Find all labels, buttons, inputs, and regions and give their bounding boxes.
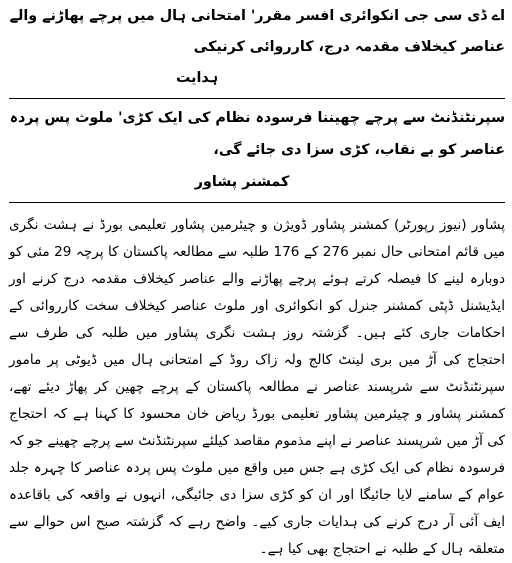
headline <box>9 1 505 94</box>
subheadline-line-2: کمشنر پشاور <box>194 174 290 190</box>
headline-line-2: ہدایت <box>175 70 219 86</box>
subheadline-divider <box>9 202 505 203</box>
headline-divider <box>9 98 505 99</box>
news-article <box>0 1 512 563</box>
article-body: پشاور (نیوز رپورٹر) کمشنر پشاور ڈویژن و چیئرمین پشاور تعلیمی بورڈ نے ہشت نگری میں قائم امتحانی حال نمبر 276 کے 176 طلبہ سے مطالعہ پاکستان کا پرچہ 29 مئی کو دوبارہ لینے کا فیصلہ کرتے ہوئے پرچے پھاڑنے والے عناصر کیخلاف مقدمہ درج کرنے اور ایڈیشنل ڈپٹی کمشنر جنرل کو انکوائری اور ملوث عناصر کیخلاف سخت کارروائی کے احکامات جاری کئے ہیں۔ گزشتہ روز ہشت نگری پشاور میں طلبہ کی طرف سے احتجاج کی آڑ میں بری لینٹ کالج ولہ زاک روڈ کے امتحانی ہال میں ڈیوٹی پر مامور سپرنٹنڈنٹ سے شرپسند عناصر نے مطالعہ پاکستان کے پرچے چھین کر پھاڑ دیئے تھے، کمشنر پشاور و چیئرمین پشاور تعلیمی بورڈ ریاض خان محسود کا کہنا ہے کہ احتجاج کی آڑ میں شرپسند عناصر نے اپنے مذموم مقاصد کیلئے سپرنٹنڈنٹ سے پرچے چھینے جو کہ فرسودہ نظام کی ایک کڑی ہے جس میں واقع میں ملوث پس پردہ عناصر کا چہرہ جلد عوام کے سامنے لایا جائیگا اور ان کو کڑی سزا دی جائیگی، انہوں نے واقعہ کی باقاعدہ ایف آئی آر درج کرنے کی ہدایات جاری کیے۔ واضح رہے کہ گزشتہ صبح اس حوالے سے متعلقہ ہال کے طلبہ نے احتجاج بھی کیا ہے۔ <box>9 217 505 557</box>
headline-line-1: اے ڈی سی جی انکوائری افسر مقرر' امتحانی ہال میں پرچے پھاڑنے والے عناصر کیخلاف مقدمہ درج، کارروائی کرنیکی <box>9 8 505 55</box>
subheadline-line-1: سپرنٹنڈنٹ سے پرچے چھیننا فرسودہ نظام کی ایک کڑی' ملوث پس پردہ عناصر کو بے نقاب، کڑی سزا دی جائے گی، <box>9 110 505 158</box>
subheadline <box>9 102 505 198</box>
